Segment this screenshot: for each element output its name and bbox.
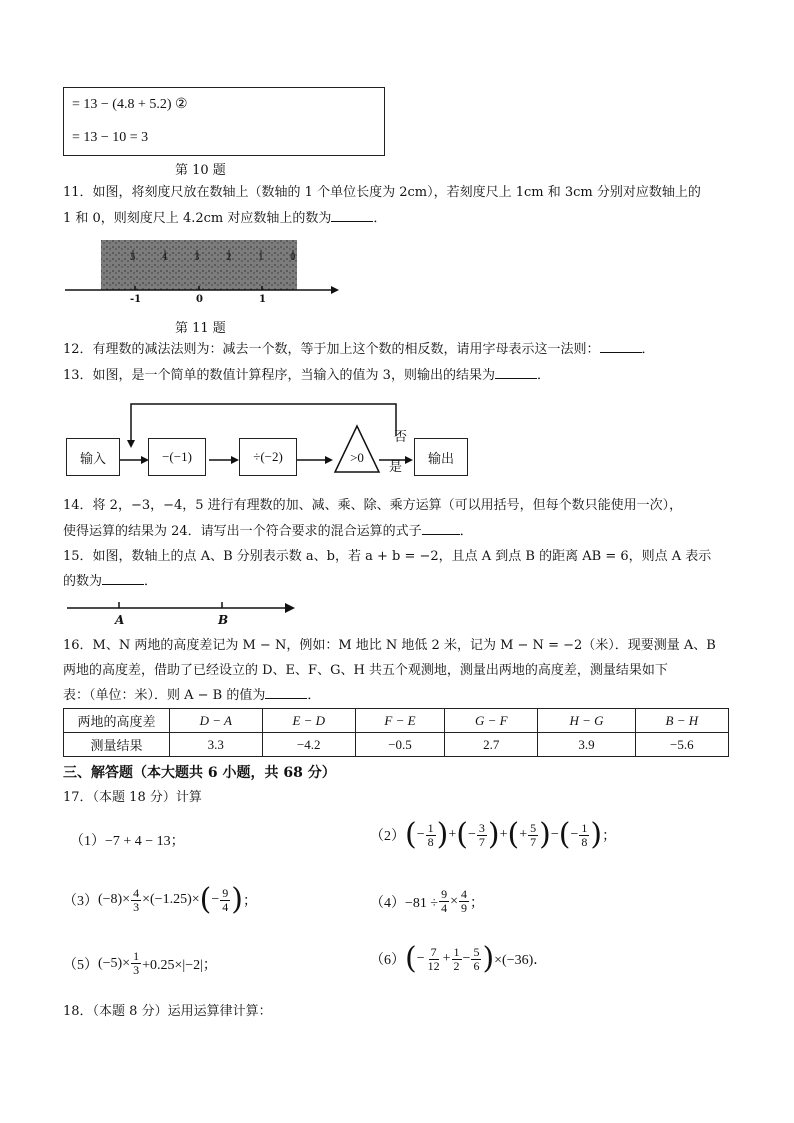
q15-line2: 的数为 ．: [63, 574, 158, 589]
q16-answer-blank: [265, 698, 307, 699]
section3-title: 三、解答题（本大题共 6 小题，共 68 分）: [63, 765, 336, 781]
axis-label: -1: [130, 294, 142, 305]
q15-line1-a: 15．如图，数轴上的点: [63, 549, 201, 564]
flow-input-box: 输入: [66, 438, 120, 476]
q14-line1: 14．将 2，−3，−4，5 进行有理数的加、减、乘、除、乘方运算（可以用括号，但每个数只能使用一次），: [63, 498, 683, 513]
table-cell: −0.5: [355, 733, 444, 757]
flow-step1-box: −(−1): [148, 438, 206, 476]
ruler-tick-label: 1: [258, 253, 264, 263]
q16-line3: 表：（单位：米）．则 A − B 的值为 ．: [63, 688, 321, 703]
axis-label: 1: [259, 294, 266, 305]
q17-part2: （2） ( − $\frac{1}{8}$ ) + ( − $\frac{3}{7}$ ) + ( + $\frac{5}{7}$ ) − ( − $\frac{1}{8}$ ) ；: [370, 817, 617, 852]
q10-line2: = 13 − 10 = 3: [72, 130, 149, 145]
table-cell: 2.7: [445, 733, 538, 757]
table-col-header: F − E: [355, 709, 444, 733]
table-cell: 3.9: [538, 733, 635, 757]
q16-line3-text: 表：（单位：米）．则 A − B 的值为: [63, 688, 266, 703]
table-col-header: G − F: [445, 709, 538, 733]
q14-line2-text: 使得运算的结果为 24．请写出一个符合要求的混合运算的式子: [63, 524, 422, 539]
q17-title: 17．（本题 18 分）计算: [63, 790, 202, 805]
q12-answer-blank: [600, 352, 642, 353]
q17-part4: （4）−81 ÷ $\frac{9}{4}$ × $\frac{4}{9}$ ；: [370, 887, 484, 915]
q17-part5: （5） (−5)× $\frac{1}{3}$ +0.25×|−2|；: [63, 949, 217, 977]
table-col-header: B − H: [635, 709, 728, 733]
q17-part6: （6） ( − $\frac{7}{12}$ + $\frac{1}{2}$ − $\frac{5}{6}$ ) ×(−36)．: [370, 941, 548, 976]
q13-line: 13．如图，是一个简单的数值计算程序，当输入的值为 3，则输出的结果为 ．: [63, 368, 550, 383]
q13-text: 13．如图，是一个简单的数值计算程序，当输入的值为 3，则输出的结果为: [63, 368, 495, 383]
q17-part6-label: （6）: [370, 953, 405, 968]
q14-line2: 使得运算的结果为 24．请写出一个符合要求的混合运算的式子 ．: [63, 524, 473, 539]
ruler-tick-label: 2: [226, 253, 232, 263]
q11-caption: 第 11 题: [175, 321, 226, 336]
q17-part4-text: （4）−81 ÷: [370, 895, 439, 911]
table-row-label: 测量结果: [64, 733, 170, 757]
q15-answer-blank: [102, 584, 144, 585]
q17-part5-label: （5）: [63, 957, 98, 973]
q16-line1: 16．M、N 两地的高度差记为 M − N，例如：M 地比 N 地低 2 米，记为 M − N = −2（米）．现要测量 A、B: [63, 638, 716, 653]
q11-line1: 11．如图，将刻度尺放在数轴上（数轴的 1 个单位长度为 2cm），若刻度尺上 1cm 和 3cm 分别对应数轴上的: [63, 185, 701, 200]
q12-line: 12．有理数的减法法则为：减去一个数，等于加上这个数的相反数，请用字母表示这一法则： ．: [63, 342, 655, 357]
table-header-label: 两地的高度差: [64, 709, 170, 733]
q12-text: 12．有理数的减法法则为：减去一个数，等于加上这个数的相反数，请用字母表示这一法则：: [63, 342, 600, 357]
q17-part1: （1）−7 + 4 − 13；: [70, 834, 185, 849]
table-col-header: H − G: [538, 709, 635, 733]
q14-answer-blank: [422, 534, 460, 535]
flow-no-label: 否: [394, 430, 408, 445]
q17-part3-label: （3）: [63, 894, 98, 909]
q15-line2-text: 的数为: [63, 574, 103, 589]
q11-line2: 1 和 0，则刻度尺上 4.2cm 对应数轴上的数为 ．: [63, 211, 387, 226]
q15-axis-arrow: [285, 603, 295, 613]
q15-number-line: [63, 596, 303, 628]
flow-condition-label: >0: [350, 450, 364, 465]
point-b-label: B: [218, 613, 229, 627]
ruler-tick-label: 3: [194, 253, 200, 263]
ruler-tick-label: 4: [162, 253, 168, 263]
ruler-tick-label: 0: [290, 253, 296, 263]
axis-label: 0: [196, 294, 203, 305]
q11-answer-blank: [331, 221, 373, 222]
ruler-tick-label: 5: [130, 253, 136, 263]
table-col-header: D − A: [170, 709, 263, 733]
ruler-texture: [101, 240, 297, 290]
q15-line1: [63, 548, 711, 566]
q13-answer-blank: [495, 378, 537, 379]
q16-line2: 两地的高度差，借助了已经设立的 D、E、F、G、H 共五个观测地，测量出两地的高度差，测量结果如下: [63, 663, 668, 678]
flow-step2-box: ÷(−2): [239, 438, 297, 476]
q18-title: 18．（本题 8 分）运用运算律计算：: [63, 1004, 272, 1019]
flow-yes-label: 是: [389, 460, 403, 475]
q15-line1-b: A、B 分别表示数 a、b，若 a + b = −2，且点 A 到点 B 的距离 AB = 6，则点 A 表示: [200, 549, 712, 564]
q10-caption: 第 10 题: [175, 163, 226, 178]
table-col-header: E − D: [262, 709, 355, 733]
q11-ruler-figure: [63, 238, 343, 308]
table-row: [64, 709, 729, 733]
point-a-label: A: [115, 613, 125, 627]
table-row: [64, 733, 729, 757]
table-cell: −4.2: [262, 733, 355, 757]
table-cell: 3.3: [170, 733, 263, 757]
q10-line1: = 13 − (4.8 + 5.2) ②: [72, 97, 188, 112]
flow-output-box: 输出: [414, 438, 468, 476]
q10-solution-box: [63, 87, 385, 156]
table-cell: −5.6: [635, 733, 728, 757]
q16-table: [63, 708, 729, 757]
q17-part2-label: （2）: [370, 829, 405, 844]
axis-arrow: [331, 286, 339, 294]
q11-line2-text: 1 和 0，则刻度尺上 4.2cm 对应数轴上的数为: [63, 211, 332, 226]
loop-arrow: [127, 440, 135, 448]
q17-part3: （3） (−8)× $\frac{4}{3}$ ×(−1.25)× ( − $\frac{9}{4}$ ) ；: [63, 882, 257, 917]
